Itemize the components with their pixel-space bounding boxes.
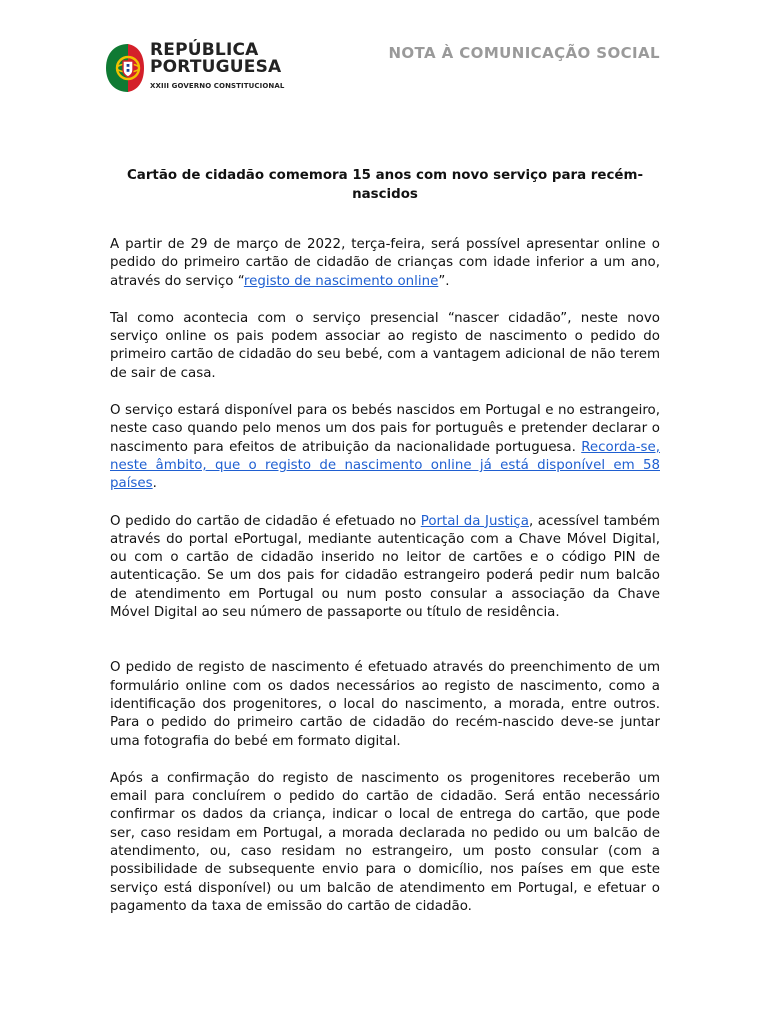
paragraph-4-text-b: , acessível também através do portal ePortugal, mediante autenticação com a Chave Móvel Digital, ou com o cartão de cidadão inserido no leitor de cartões e o código PIN de autenticação. Se um dos pais for cidadão estrangeiro poderá pedir num balcão de atendimento em Portugal ou num posto consular a associação da Chave Móvel Digital ao seu número de passaporte ou título de residência. — [110, 513, 660, 621]
registo-58-paises-link[interactable]: Recorda-se, neste âmbito, que o registo de nascimento online já está disponível em 58 países — [110, 439, 660, 492]
brand-line-2: PORTUGUESA — [150, 57, 282, 77]
page-header — [0, 0, 770, 110]
paragraph-2: Tal como acontecia com o serviço presencial “nascer cidadão”, neste novo serviço online os pais podem associar ao registo de nascimento o pedido do primeiro cartão de cidadão do seu bebé, com a vantagem adicional de não terem de sair de casa. — [110, 310, 660, 381]
document-type-label: NOTA À COMUNICAÇÃO SOCIAL — [388, 44, 660, 62]
paragraph-3 — [110, 402, 660, 493]
paragraph-1-text-b: ”. — [438, 273, 450, 289]
brand-line-1: REPÚBLICA — [150, 40, 259, 60]
government-brand — [150, 42, 284, 91]
paragraph-1 — [110, 236, 660, 291]
portal-justica-link[interactable]: Portal da Justiça — [420, 513, 529, 529]
document-body — [110, 236, 660, 935]
page-title: Cartão de cidadão comemora 15 anos com novo serviço para recém-nascidos — [126, 168, 644, 202]
brand-subtitle: XXIII GOVERNO CONSTITUCIONAL — [150, 82, 285, 90]
paragraph-1-text-a: A partir de 29 de março de 2022, terça-feira, será possível apresentar online o pedido do primeiro cartão de cidadão de crianças com idade inferior a um ano, através do serviço “ — [110, 237, 660, 289]
paragraph-4-text-a: O pedido do cartão de cidadão é efetuado no — [110, 513, 421, 529]
paragraph-3-text-b: . — [152, 476, 157, 492]
registo-nascimento-online-link[interactable]: registo de nascimento online — [243, 273, 439, 289]
paragraph-6: Após a confirmação do registo de nascimento os progenitores receberão um email para concluírem o pedido do cartão de cidadão. Será então necessário confirmar os dados da criança, indicar o local de entrega do cartão, que pode ser, caso residam em Portugal, a morada declarada no pedido ou um balcão de atendimento, ou, caso residam no estrangeiro, um posto consular (com a possibilidade de subsequente envio para o domicílio, nos países em que este serviço está disponível) ou um balcão de atendimento em Portugal, e efetuar o pagamento da taxa de emissão do cartão de cidadão. — [110, 770, 660, 914]
paragraph-5: O pedido de registo de nascimento é efetuado através do preenchimento de um formulário online com os dados necessários ao registo de nascimento, como a identificação dos progenitores, o local do nascimento, a morada, entre outros. Para o pedido do primeiro cartão de cidadão do recém-nascido deve-se juntar uma fotografia do bebé em formato digital. — [110, 660, 660, 749]
paragraph-3-text-a: O serviço estará disponível para os bebés nascidos em Portugal e no estrangeiro, neste caso quando pelo menos um dos pais for português e pretender declarar o nascimento para efeitos de atribuição da nacionalidade portuguesa. — [110, 403, 660, 455]
portugal-emblem-icon — [104, 40, 146, 96]
paragraph-4 — [110, 513, 660, 623]
